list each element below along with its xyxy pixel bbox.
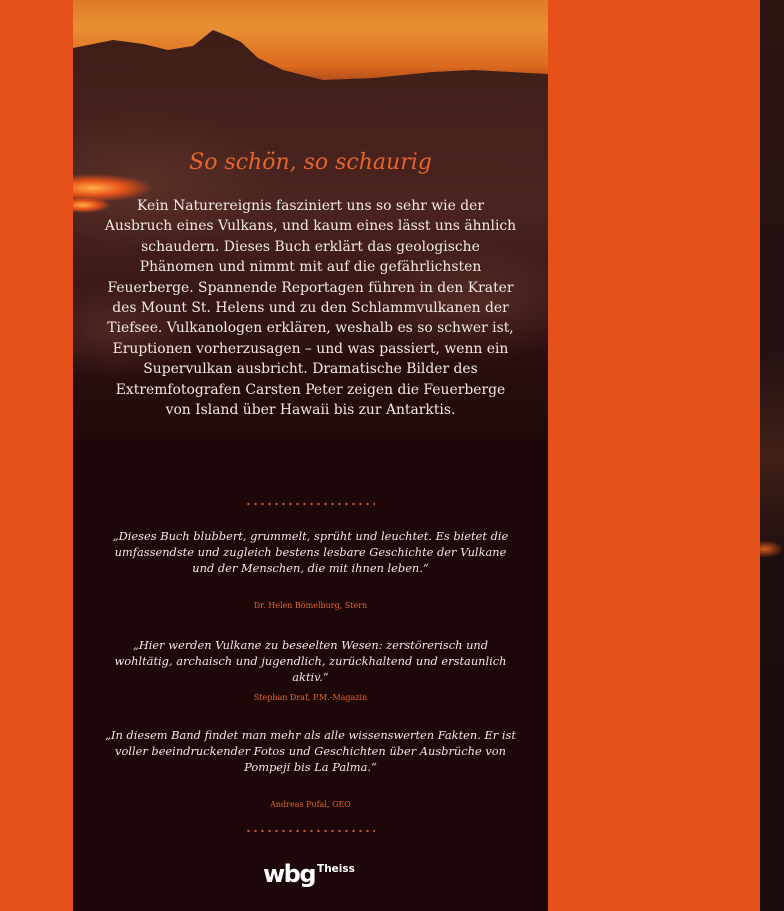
quote-3: „In diesem Band findet man mehr als alle wissenswerten Fakten. Er ist voller beeindruckender Fotos und Geschichten über Ausbrüche von Pompeji bis La Palma.“ [105, 728, 516, 774]
quote-2-source: Stephan Draf, P.M.-Magazin [253, 693, 368, 702]
spine-orange-band [548, 0, 760, 911]
dotted-divider-bottom [245, 829, 375, 833]
logo-theiss: Theiss [317, 863, 355, 875]
quote-1: „Dieses Buch blubbert, grummelt, sprüht und leuchtet. Es bietet die umfassendste und zugleich bestens lesbare Geschichte der Vulkane und der Menschen, die mit ihnen leben.“ [112, 529, 509, 575]
logo-wbg: wbg [263, 860, 316, 888]
lava-glow [760, 540, 784, 558]
left-orange-band [0, 0, 73, 911]
quote-3-source: Andreas Pufal, GEO [270, 800, 351, 809]
dotted-divider-top [245, 502, 375, 506]
publisher-logo [263, 860, 355, 888]
front-cover-edge [760, 0, 784, 911]
back-cover [73, 0, 548, 911]
quote-1-source: Dr. Helen Bömelburg, Stern [253, 601, 368, 610]
headline: So schön, so schaurig [189, 150, 432, 175]
intro-text: Kein Naturereignis fasziniert uns so sehr wie der Ausbruch eines Vulkans, und kaum eines lässt uns ähnlich schaudern. Dieses Buch erklärt das geologische Phänomen und nimmt mit auf die gefährlichsten Feuerberge. Spannende Reportagen führen in den Krater des Mount St. Helens und zu den Schlammvulkanen der Tiefsee. Vulkanologen erklären, weshalb es so schwer ist, Eruptionen vorherzusagen – und was passiert, wenn ein Supervulkan ausbricht. Dramatische Bilder des Extremfotografen Carsten Peter zeigen die Feuerberge von Island über Hawaii bis zur Antarktis. [104, 198, 517, 419]
quote-2: „Hier werden Vulkane zu beseelten Wesen: zerstörerisch und wohltätig, archaisch und jugendlich, zurückhaltend und erstaunlich aktiv.“ [114, 638, 507, 684]
